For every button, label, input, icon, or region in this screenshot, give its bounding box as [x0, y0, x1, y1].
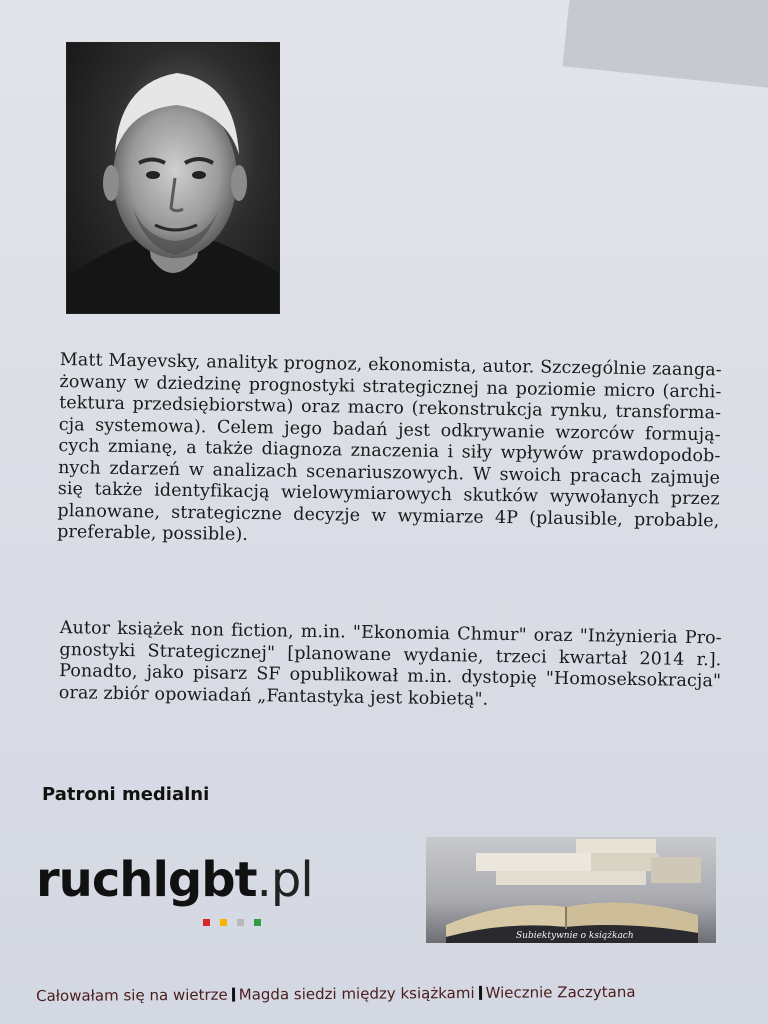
footer-separator [479, 986, 482, 1000]
ruchlgbt-logo [36, 852, 313, 908]
footer-blog-name: Wiecznie Zaczytana [485, 982, 636, 1002]
footer-blog-name: Magda siedzi między książkami [238, 983, 475, 1004]
ruchlgbt-logo-domain: .pl [256, 852, 313, 908]
ruchlgbt-logo-dots [203, 911, 271, 919]
logo-dot [203, 919, 210, 926]
logo-dot [254, 919, 261, 926]
media-patrons-heading: Patroni medialni [42, 784, 210, 805]
ruchlgbt-logo-name: ruchlgbt [36, 852, 257, 908]
open-book-illustration [426, 837, 716, 943]
author-portrait-illustration [67, 43, 279, 313]
author-books-paragraph: Autor książek non fiction, m.in. "Ekonomia Chmur" oraz "Inżynieria Pro-gnostyki Strategicznej" [planowane wydanie, trzeci kwartał 2014 r.]. Ponadto, jako pisarz SF opublikował m.in. dystopię "Homoseksokracja" oraz zbiór opowiadań „Fantastyka jest kobietą". [58, 618, 722, 710]
patron-blogs-footer [36, 983, 636, 1005]
books-blog-banner [426, 837, 716, 943]
footer-blog-name: Całowałam się na wietrze [36, 985, 228, 1005]
banner-caption: Subiektywnie o książkach [516, 931, 634, 941]
footer-separator [232, 988, 235, 1002]
author-portrait-photo [66, 42, 280, 314]
author-bio-paragraph: Matt Mayevsky, analityk prognoz, ekonomista, autor. Szczególnie zaanga-żowany w dziedzinę prognostyki strategicznej na poziomie micro (archi-tektura przedsiębiorstwa) oraz macro (rekonstrukcja rynku, transforma-cja systemowa). Celem jego badań jest odkrywanie wzorców formują-cych zmianę, a także diagnoza znaczenia i siły wpływów prawdopodob-nych zdarzeń w analizach scenariuszowych. W swoich pracach zajmuje się także identyfikacją wielowymiarowych skutków wywołanych przez planowane, strategiczne decyzje w wymiarze 4P (plausible, probable, preferable, possible). [56, 350, 722, 545]
logo-dot [220, 919, 227, 926]
logo-dot [237, 919, 244, 926]
